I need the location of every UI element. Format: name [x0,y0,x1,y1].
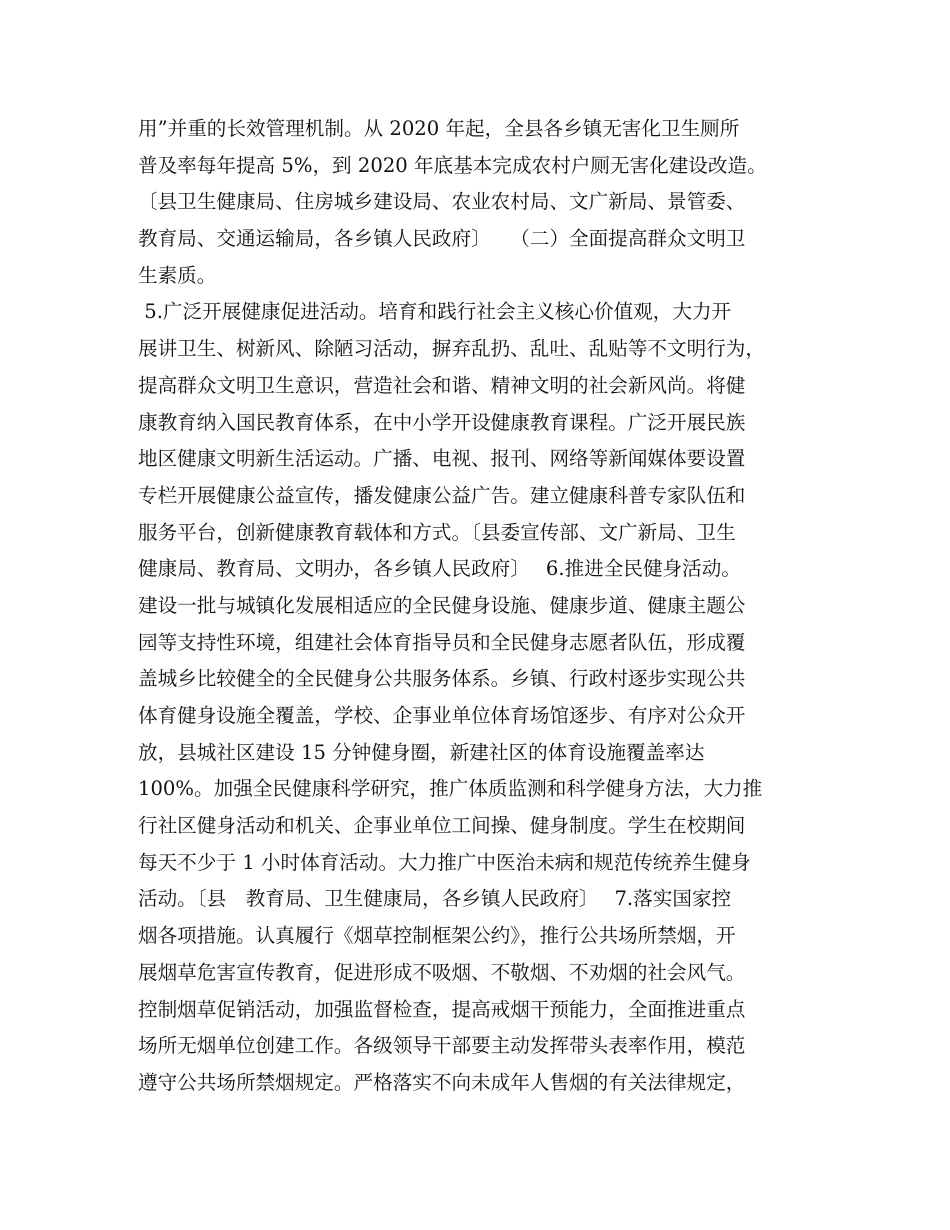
text-line: 行社区健身活动和机关、企事业单位工间操、健身制度。学生在校期间 [138,814,746,838]
text-line: 体育健身设施全覆盖，学校、企事业单位体育场馆逐步、有序对公众开 [138,704,746,727]
text-line: 100%。加强全民健康科学研究，推广体质监测和科学健身方法，大力推 [138,777,763,801]
text-line: 展烟草危害宣传教育，促进形成不吸烟、不敬烟、不劝烟的社会风气。 [138,960,746,984]
text-line: 建设一批与城镇化发展相适应的全民健身设施、健康步道、健康主题公 [138,593,746,617]
text-line: 普及率每年提高 5%，到 2020 年底基本完成农村户厕无害化建设改造。 [138,153,767,177]
text-line: 专栏开展健康公益宣传，播发健康公益广告。建立健康科普专家队伍和 [138,483,746,507]
body-text [138,111,818,1102]
text-line: 控制烟草促销活动，加强监督检查，提高戒烟干预能力，全面推进重点 [138,997,746,1021]
text-line: 生素质。 [138,263,217,287]
text-line: 5.广泛开展健康促进活动。培育和践行社会主义核心价值观，大力开 [138,300,732,324]
text-line: 用”并重的长效管理机制。从 2020 年起，全县各乡镇无害化卫生厕所 [138,117,740,140]
text-line: 展讲卫生、树新风、除陋习活动，摒弃乱扔、乱吐、乱贴等不文明行为， [138,337,765,361]
text-line: 园等支持性环境，组建社会体育指导员和全民健身志愿者队伍，形成覆 [138,630,746,654]
text-line: 康教育纳入国民教育体系，在中小学开设健康教育课程。广泛开展民族 [138,410,746,434]
text-line: 提高群众文明卫生意识，营造社会和谐、精神文明的社会新风尚。将健 [138,373,746,397]
text-line: 健康局、教育局、文明办，各乡镇人民政府〕 6.推进全民健身活动。 [138,557,741,581]
text-line: 放，县城社区建设 15 分钟健身圈，新建社区的体育设施覆盖率达 [138,740,705,764]
text-line: 〔县卫生健康局、住房城乡建设局、农业农村局、文广新局、景管委、 [138,190,746,214]
text-line: 服务平台，创新健康教育载体和方式。〔县委宣传部、文广新局、卫生 [138,520,736,544]
text-line: 遵守公共场所禁烟规定。严格落实不向未成年人售烟的有关法律规定， [138,1070,746,1094]
text-line: 地区健康文明新生活运动。广播、电视、报刊、网络等新闻媒体要设置 [138,447,746,471]
text-line: 教育局、交通运输局，各乡镇人民政府〕 （二）全面提高群众文明卫 [138,227,746,251]
text-line: 烟各项措施。认真履行《烟草控制框架公约》，推行公共场所禁烟，开 [138,924,736,948]
text-line: 盖城乡比较健全的全民健身公共服务体系。乡镇、行政村逐步实现公共 [138,667,746,691]
text-line: 每天不少于 1 小时体育活动。大力推广中医治未病和规范传统养生健身 [138,850,751,874]
text-line: 场所无烟单位创建工作。各级领导干部要主动发挥带头表率作用，模范 [138,1034,746,1058]
text-line: 活动。〔县 教育局、卫生健康局，各乡镇人民政府〕 7.落实国家控 [138,887,732,911]
